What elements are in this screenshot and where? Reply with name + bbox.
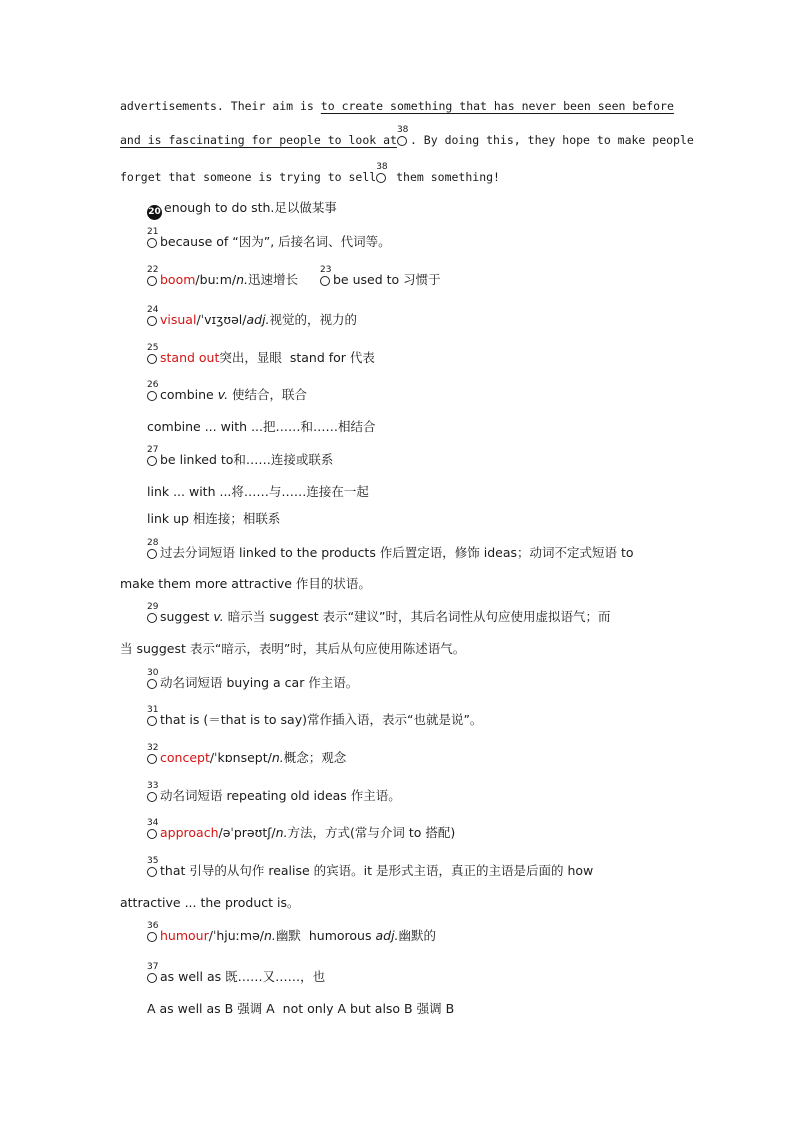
note-circle-icon [147, 792, 157, 802]
part-of-speech: v. [213, 609, 224, 624]
link-up-line: link up 相连接；相联系 [147, 511, 281, 526]
note-marker-29: 29 [147, 611, 159, 623]
note-circle-icon [147, 276, 157, 286]
note-27 [147, 445, 334, 468]
note-circle-icon [147, 829, 157, 839]
underlined-phrase: to create something that has never been seen before [320, 99, 674, 113]
note-marker-22: 22 [147, 274, 159, 286]
note-29 [147, 602, 611, 625]
note-21 [147, 227, 391, 250]
note-circle-icon [147, 716, 157, 726]
note-text: 动名词短语 repeating old ideas 作主语。 [160, 788, 401, 803]
note-marker-25: 25 [147, 352, 159, 364]
note-marker-38[interactable]: 38 [376, 171, 388, 183]
para-text: forget that someone is trying to sell [120, 170, 377, 184]
note-text: 过去分词短语 linked to the products 作后置定语，修饰 ideas；动词不定式短语 to [160, 545, 634, 560]
filled-number-icon: 20 [147, 205, 162, 220]
part-of-speech: adj. [375, 928, 399, 943]
para-line-3 [120, 162, 500, 185]
note-circle-icon [376, 173, 386, 183]
para-text: . By doing this, they hope to make people [409, 133, 694, 147]
note-circle-icon [147, 354, 157, 364]
pronunciation: /ˈkɒnsept/ [209, 750, 272, 765]
definition: 迅速增长 [248, 272, 299, 287]
note-circle-icon [147, 973, 157, 983]
note-text: that 引导的从句作 realise 的宾语。it 是形式主语，真正的主语是后面的 how [160, 863, 594, 878]
note-36 [147, 921, 437, 944]
note-29-line-2: 当 suggest 表示“暗示，表明”时，其后从句应使用陈述语气。 [120, 641, 466, 656]
part-of-speech: v. [217, 387, 229, 402]
pronunciation: /buːm/ [195, 272, 237, 287]
note-marker-21: 21 [147, 236, 159, 248]
note-marker-33: 33 [147, 790, 159, 802]
note-marker-38[interactable]: 38 [397, 134, 409, 146]
note-marker-31: 31 [147, 714, 159, 726]
related-phrase: stand for 代表 [281, 350, 375, 365]
vocab-term: humour [160, 928, 209, 943]
definition: 视觉的，视力的 [269, 312, 358, 327]
note-marker-24: 24 [147, 314, 159, 326]
part-of-speech: adj. [246, 312, 270, 327]
pronunciation: /ˈhjuːmə/ [208, 928, 264, 943]
note-circle-icon [147, 679, 157, 689]
note-text: 动名词短语 buying a car 作主语。 [160, 675, 359, 690]
definition: 幽默的 [398, 928, 437, 943]
underlined-phrase: and is fascinating for people to look at [120, 133, 397, 147]
note-circle-icon [147, 867, 157, 877]
note-37 [147, 962, 326, 985]
part-of-speech: n. [264, 928, 276, 943]
definition: 方法，方式(常与介词 to 搭配) [287, 825, 456, 840]
note-34 [147, 818, 456, 841]
note-circle-icon [147, 549, 157, 559]
note-text: be linked to和……连接或联系 [160, 452, 334, 467]
note-circle-icon [147, 238, 157, 248]
note-text: 暗示当 suggest 表示“建议”时，其后名词性从句应使用虚拟语气；而 [223, 609, 611, 624]
part-of-speech: n. [271, 750, 284, 765]
vocab-term: combine [160, 387, 218, 402]
as-well-as-line: A as well as B 强调 A not only A but also B 强调 B [147, 1001, 455, 1016]
note-24 [147, 305, 358, 328]
note-circle-icon [147, 613, 157, 623]
note-marker-32: 32 [147, 752, 159, 764]
note-text: enough to do sth.足以做某事 [164, 200, 337, 215]
definition: 突出，显眼 [219, 350, 282, 365]
note-marker-23: 23 [320, 274, 332, 286]
part-of-speech: n. [275, 825, 288, 840]
pronunciation: /əˈprəʊtʃ/ [218, 825, 276, 840]
pronunciation: /ˈvɪʒʊəl/ [196, 312, 247, 327]
note-circle-icon [147, 456, 157, 466]
vocab-term: concept [160, 750, 210, 765]
para-text: them something! [389, 170, 500, 184]
note-22-23 [147, 265, 441, 288]
note-circle-icon [147, 932, 157, 942]
note-32 [147, 743, 347, 766]
note-circle-icon [147, 391, 157, 401]
note-marker-35: 35 [147, 865, 159, 877]
note-marker-36: 36 [147, 930, 159, 942]
note-marker-27: 27 [147, 454, 159, 466]
part-of-speech: n. [236, 272, 248, 287]
related-word: humorous [300, 928, 376, 943]
note-text: as well as 既……又……，也 [160, 969, 326, 984]
vocab-term: stand out [160, 350, 220, 365]
note-31 [147, 705, 483, 728]
para-line-1 [120, 98, 674, 114]
vocab-term: approach [160, 825, 219, 840]
note-35-line-2: attractive ... the product is。 [120, 895, 300, 910]
note-33 [147, 781, 401, 804]
combine-with-line: combine ... with ...把……和……相结合 [147, 419, 376, 434]
note-25 [147, 343, 375, 366]
link-with-line: link ... with ...将……与……连接在一起 [147, 484, 369, 499]
note-text: that is (＝that is to say)常作插入语，表示“也就是说”。 [160, 712, 483, 727]
definition: 使结合，联合 [228, 387, 308, 402]
note-circle-icon [397, 136, 407, 146]
note-circle-icon [147, 754, 157, 764]
note-marker-34: 34 [147, 827, 159, 839]
note-20 [147, 200, 337, 220]
note-28-line-2: make them more attractive 作目的状语。 [120, 576, 371, 591]
vocab-term: visual [160, 312, 197, 327]
definition: 幽默 [275, 928, 301, 943]
note-marker-26: 26 [147, 389, 159, 401]
note-circle-icon [320, 276, 330, 286]
definition: 概念；观念 [283, 750, 347, 765]
para-text: advertisements. Their aim is [120, 99, 321, 113]
note-28 [147, 538, 634, 561]
vocab-term: boom [160, 272, 196, 287]
note-35 [147, 856, 594, 879]
note-text: be used to 习惯于 [332, 272, 441, 287]
vocab-term: suggest [160, 609, 214, 624]
note-30 [147, 668, 359, 691]
note-26 [147, 380, 308, 403]
note-circle-icon [147, 316, 157, 326]
note-marker-30: 30 [147, 677, 159, 689]
note-text: because of “因为”, 后接名词、代词等。 [160, 234, 391, 249]
para-line-2 [120, 125, 694, 148]
note-marker-37: 37 [147, 971, 159, 983]
note-marker-28: 28 [147, 547, 159, 559]
